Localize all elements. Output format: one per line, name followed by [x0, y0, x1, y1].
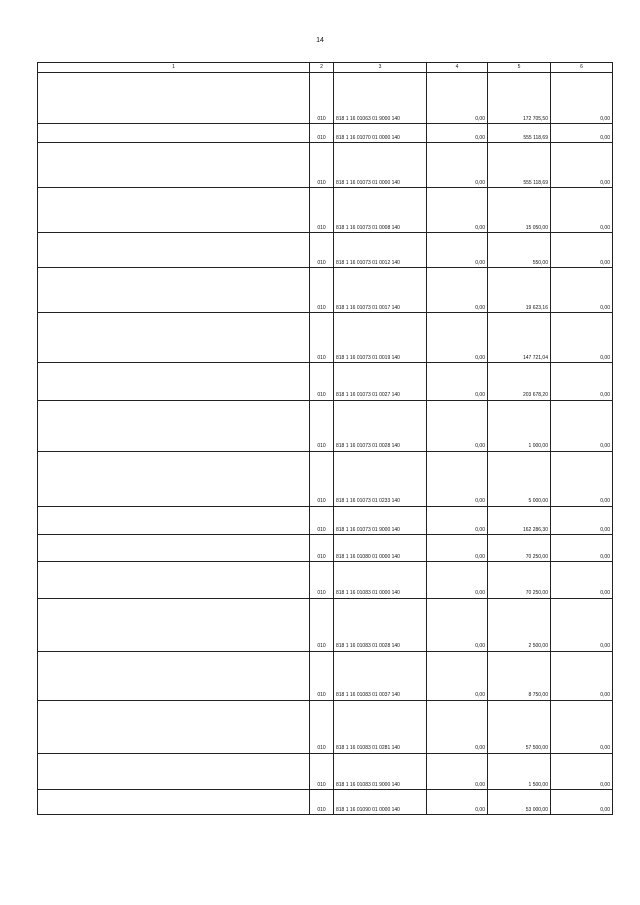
line-code: 010	[310, 188, 334, 233]
value-col-4: 0,00	[427, 188, 488, 233]
value-col-6: 0,00	[551, 451, 613, 506]
budget-code: 818 1 16 01073 01 0008 140	[334, 188, 427, 233]
indicator-name	[38, 651, 310, 700]
line-code: 010	[310, 143, 334, 188]
budget-code: 818 1 16 01073 01 0019 140	[334, 312, 427, 362]
header-col-4: 4	[427, 63, 488, 73]
budget-code: 818 1 16 01073 01 0027 140	[334, 362, 427, 400]
table-row	[38, 312, 613, 362]
line-code: 010	[310, 598, 334, 651]
budget-code: 818 1 16 01083 01 9000 140	[334, 753, 427, 790]
header-row	[38, 63, 613, 73]
indicator-name	[38, 233, 310, 268]
indicator-name	[38, 188, 310, 233]
table-row	[38, 188, 613, 233]
table-row	[38, 267, 613, 312]
table-row	[38, 506, 613, 535]
indicator-name	[38, 267, 310, 312]
budget-code: 818 1 16 01073 01 9000 140	[334, 506, 427, 535]
budget-code: 818 1 16 01083 01 0037 140	[334, 651, 427, 700]
table-row	[38, 233, 613, 268]
table-row	[38, 753, 613, 790]
value-col-4: 0,00	[427, 790, 488, 815]
value-col-6: 0,00	[551, 753, 613, 790]
table-row	[38, 651, 613, 700]
line-code: 010	[310, 506, 334, 535]
value-col-4: 0,00	[427, 535, 488, 562]
table-row	[38, 451, 613, 506]
value-col-5: 57 500,00	[488, 700, 551, 753]
indicator-name	[38, 506, 310, 535]
value-col-5: 147 721,04	[488, 312, 551, 362]
value-col-4: 0,00	[427, 598, 488, 651]
budget-code: 818 1 16 01073 01 0233 140	[334, 451, 427, 506]
budget-code: 818 1 16 01073 01 0000 140	[334, 143, 427, 188]
indicator-name	[38, 362, 310, 400]
indicator-name	[38, 124, 310, 143]
value-col-6: 0,00	[551, 267, 613, 312]
value-col-6: 0,00	[551, 700, 613, 753]
value-col-6: 0,00	[551, 362, 613, 400]
indicator-name	[38, 451, 310, 506]
line-code: 010	[310, 790, 334, 815]
budget-code: 818 1 16 01090 01 0000 140	[334, 790, 427, 815]
budget-code: 818 1 16 01073 01 0028 140	[334, 400, 427, 451]
indicator-name	[38, 73, 310, 124]
value-col-4: 0,00	[427, 143, 488, 188]
budget-code: 818 1 16 01073 01 0012 140	[334, 233, 427, 268]
value-col-4: 0,00	[427, 753, 488, 790]
value-col-4: 0,00	[427, 124, 488, 143]
value-col-5: 162 286,30	[488, 506, 551, 535]
value-col-5: 555 118,69	[488, 124, 551, 143]
indicator-name	[38, 753, 310, 790]
value-col-4: 0,00	[427, 312, 488, 362]
value-col-6: 0,00	[551, 233, 613, 268]
value-col-4: 0,00	[427, 233, 488, 268]
header-col-6: 6	[551, 63, 613, 73]
value-col-6: 0,00	[551, 188, 613, 233]
value-col-5: 8 750,00	[488, 651, 551, 700]
value-col-4: 0,00	[427, 700, 488, 753]
line-code: 010	[310, 535, 334, 562]
indicator-name	[38, 598, 310, 651]
table-row	[38, 400, 613, 451]
value-col-6: 0,00	[551, 598, 613, 651]
line-code: 010	[310, 561, 334, 598]
value-col-5: 2 500,00	[488, 598, 551, 651]
indicator-name	[38, 312, 310, 362]
table-row	[38, 535, 613, 562]
budget-code: 818 1 16 01073 01 0017 140	[334, 267, 427, 312]
value-col-5: 70 250,00	[488, 561, 551, 598]
value-col-4: 0,00	[427, 651, 488, 700]
value-col-5: 5 000,00	[488, 451, 551, 506]
table-row	[38, 143, 613, 188]
value-col-4: 0,00	[427, 561, 488, 598]
indicator-name	[38, 561, 310, 598]
budget-code: 818 1 16 01080 01 0000 140	[334, 535, 427, 562]
header-col-1: 1	[38, 63, 310, 73]
table-row	[38, 561, 613, 598]
table-row	[38, 700, 613, 753]
indicator-name	[38, 700, 310, 753]
value-col-6: 0,00	[551, 312, 613, 362]
table-row	[38, 790, 613, 815]
indicator-name	[38, 790, 310, 815]
value-col-6: 0,00	[551, 400, 613, 451]
value-col-4: 0,00	[427, 506, 488, 535]
value-col-5: 1 500,00	[488, 753, 551, 790]
line-code: 010	[310, 362, 334, 400]
indicator-name	[38, 400, 310, 451]
page-number: 14	[316, 37, 324, 44]
value-col-5: 1 000,00	[488, 400, 551, 451]
value-col-5: 172 705,50	[488, 73, 551, 124]
budget-code: 818 1 16 01070 01 0000 140	[334, 124, 427, 143]
line-code: 010	[310, 400, 334, 451]
table-row	[38, 362, 613, 400]
line-code: 010	[310, 73, 334, 124]
line-code: 010	[310, 267, 334, 312]
budget-code: 818 1 16 01083 01 0281 140	[334, 700, 427, 753]
line-code: 010	[310, 312, 334, 362]
value-col-5: 70 250,00	[488, 535, 551, 562]
value-col-6: 0,00	[551, 561, 613, 598]
table-row	[38, 598, 613, 651]
table-row	[38, 73, 613, 124]
value-col-6: 0,00	[551, 73, 613, 124]
value-col-6: 0,00	[551, 506, 613, 535]
value-col-5: 15 050,00	[488, 188, 551, 233]
value-col-5: 19 623,16	[488, 267, 551, 312]
value-col-6: 0,00	[551, 651, 613, 700]
line-code: 010	[310, 651, 334, 700]
value-col-4: 0,00	[427, 362, 488, 400]
value-col-6: 0,00	[551, 535, 613, 562]
indicator-name	[38, 535, 310, 562]
value-col-4: 0,00	[427, 451, 488, 506]
budget-code: 818 1 16 01063 01 9000 140	[334, 73, 427, 124]
budget-code: 818 1 16 01083 01 0028 140	[334, 598, 427, 651]
line-code: 010	[310, 124, 334, 143]
budget-code: 818 1 16 01083 01 0000 140	[334, 561, 427, 598]
value-col-6: 0,00	[551, 790, 613, 815]
table-body	[38, 73, 613, 815]
value-col-6: 0,00	[551, 124, 613, 143]
value-col-5: 53 000,00	[488, 790, 551, 815]
header-col-2: 2	[310, 63, 334, 73]
line-code: 010	[310, 753, 334, 790]
line-code: 010	[310, 451, 334, 506]
report-table	[37, 62, 613, 815]
line-code: 010	[310, 233, 334, 268]
value-col-5: 203 678,20	[488, 362, 551, 400]
table-row	[38, 124, 613, 143]
value-col-5: 550,00	[488, 233, 551, 268]
value-col-4: 0,00	[427, 400, 488, 451]
line-code: 010	[310, 700, 334, 753]
header-col-3: 3	[334, 63, 427, 73]
value-col-4: 0,00	[427, 267, 488, 312]
header-col-5: 5	[488, 63, 551, 73]
value-col-5: 555 118,69	[488, 143, 551, 188]
value-col-6: 0,00	[551, 143, 613, 188]
indicator-name	[38, 143, 310, 188]
value-col-4: 0,00	[427, 73, 488, 124]
